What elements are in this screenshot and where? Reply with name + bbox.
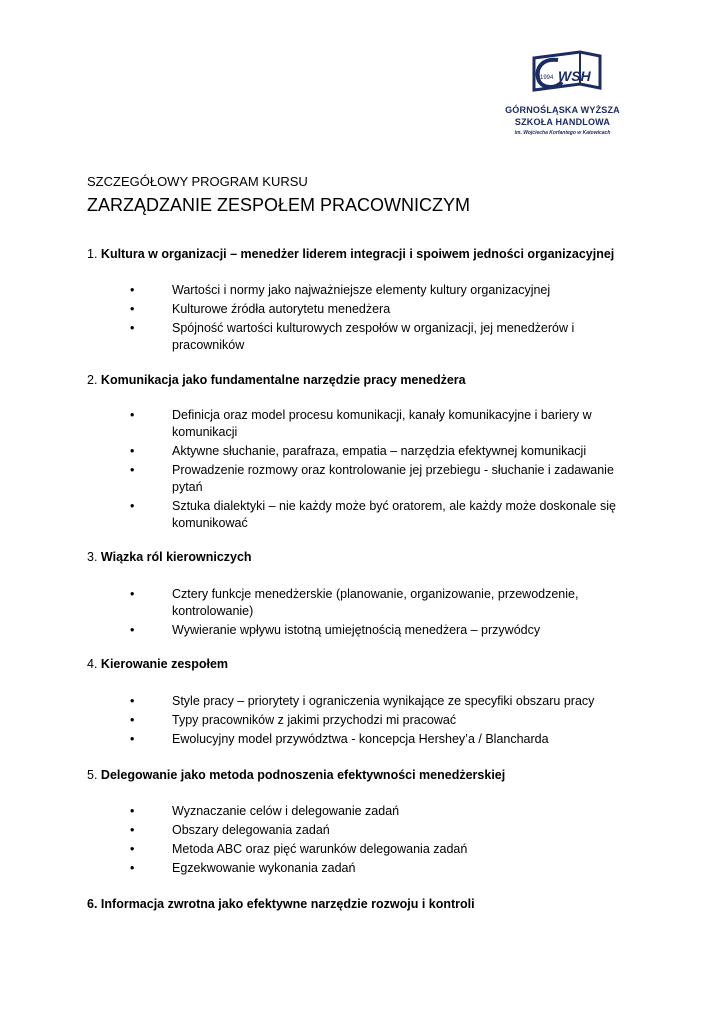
section-1-list	[0, 282, 725, 356]
section-title: Wiązka ról kierowniczych	[100, 550, 252, 564]
bullet-icon: •	[130, 713, 135, 727]
logo-emblem-icon	[520, 48, 605, 100]
list-item: • Sztuka dialektyki – nie każdy może być oratorem, ale każdy może doskonale się komunikować	[130, 499, 616, 530]
list-item: • Kulturowe źródła autorytetu menedżera	[130, 302, 391, 316]
school-logo	[500, 48, 625, 140]
section-2-heading	[87, 373, 466, 387]
section-5-list	[0, 803, 725, 879]
bullet-icon: •	[130, 694, 135, 708]
section-number: 5.	[87, 768, 98, 782]
list-item: • Wartości i normy jako najważniejsze elementy kultury organizacyjnej	[130, 283, 551, 297]
logo-line-2: SZKOŁA HANDLOWA	[514, 117, 611, 127]
section-4-list	[0, 693, 725, 750]
section-title: Informacja zwrotna jako efektywne narzędzie rozwoju i kontroli	[100, 897, 475, 911]
bullet-icon: •	[130, 302, 135, 316]
bullet-icon: •	[130, 283, 135, 297]
list-item: • Egzekwowanie wykonania zadań	[130, 861, 356, 875]
list-item: • Typy pracowników z jakimi przychodzi mi pracować	[130, 713, 457, 727]
logo-line-3: im. Wojciecha Korfantego w Katowicach	[514, 130, 611, 136]
logo-line-1: GÓRNOŚLĄSKA WYŻSZA	[505, 105, 620, 115]
bullet-icon: •	[130, 587, 135, 601]
section-number: 6.	[87, 897, 98, 911]
bullet-icon: •	[130, 842, 135, 856]
section-number: 4.	[87, 657, 98, 671]
list-item: • Ewolucyjny model przywództwa - koncepcja Hershey’a / Blancharda	[130, 732, 549, 746]
bullet-icon: •	[130, 823, 135, 837]
list-item: • Spójność wartości kulturowych zespołów w organizacji, jej menedżerów i pracowników	[130, 321, 575, 352]
section-4-heading	[87, 657, 228, 671]
page-subtitle: SZCZEGÓŁOWY PROGRAM KURSU	[87, 174, 308, 189]
bullet-icon: •	[130, 623, 135, 637]
section-number: 2.	[87, 373, 98, 387]
section-1-heading	[87, 247, 614, 261]
list-item: • Metoda ABC oraz pięć warunków delegowania zadań	[130, 842, 468, 856]
list-item: • Style pracy – priorytety i ograniczenia wynikające ze specyfiki obszaru pracy	[130, 694, 595, 708]
bullet-icon: •	[130, 444, 135, 458]
section-5-heading	[87, 768, 505, 782]
page-title: ZARZĄDZANIE ZESPOŁEM PRACOWNICZYM	[87, 195, 471, 215]
section-number: 1.	[87, 247, 98, 261]
bullet-icon: •	[130, 321, 135, 335]
section-3-heading	[87, 550, 252, 564]
bullet-icon: •	[130, 732, 135, 746]
list-item: • Prowadzenie rozmowy oraz kontrolowanie jej przebiegu - słuchanie i zadawanie pytań	[130, 463, 614, 494]
logo-abbr: WSH	[558, 68, 591, 84]
bullet-icon: •	[130, 463, 135, 477]
bullet-icon: •	[130, 499, 135, 513]
bullet-icon: •	[130, 804, 135, 818]
logo-year: 1994	[540, 75, 554, 81]
section-title: Komunikacja jako fundamentalne narzędzie pracy menedżera	[100, 373, 466, 387]
list-item: • Wywieranie wpływu istotną umiejętnością menedżera – przywódcy	[130, 623, 541, 637]
list-item: • Obszary delegowania zadań	[130, 823, 330, 837]
bullet-icon: •	[130, 408, 135, 422]
section-title: Delegowanie jako metoda podnoszenia efektywności menedżerskiej	[100, 768, 506, 782]
list-item: • Definicja oraz model procesu komunikacji, kanały komunikacyjne i bariery w komunikacji	[130, 408, 592, 439]
section-2-list	[0, 407, 725, 534]
section-title: Kultura w organizacji – menedżer liderem integracji i spoiwem jedności organizacyjnej	[100, 247, 615, 261]
section-3-list	[0, 586, 725, 641]
list-item: • Wyznaczanie celów i delegowanie zadań	[130, 804, 400, 818]
list-item: • Cztery funkcje menedżerskie (planowanie, organizowanie, przewodzenie, kontrolowanie)	[130, 587, 579, 618]
bullet-icon: •	[130, 861, 135, 875]
section-number: 3.	[87, 550, 98, 564]
list-item: • Aktywne słuchanie, parafraza, empatia – narzędzia efektywnej komunikacji	[130, 444, 587, 458]
section-6-heading	[87, 897, 475, 911]
section-title: Kierowanie zespołem	[100, 657, 229, 671]
